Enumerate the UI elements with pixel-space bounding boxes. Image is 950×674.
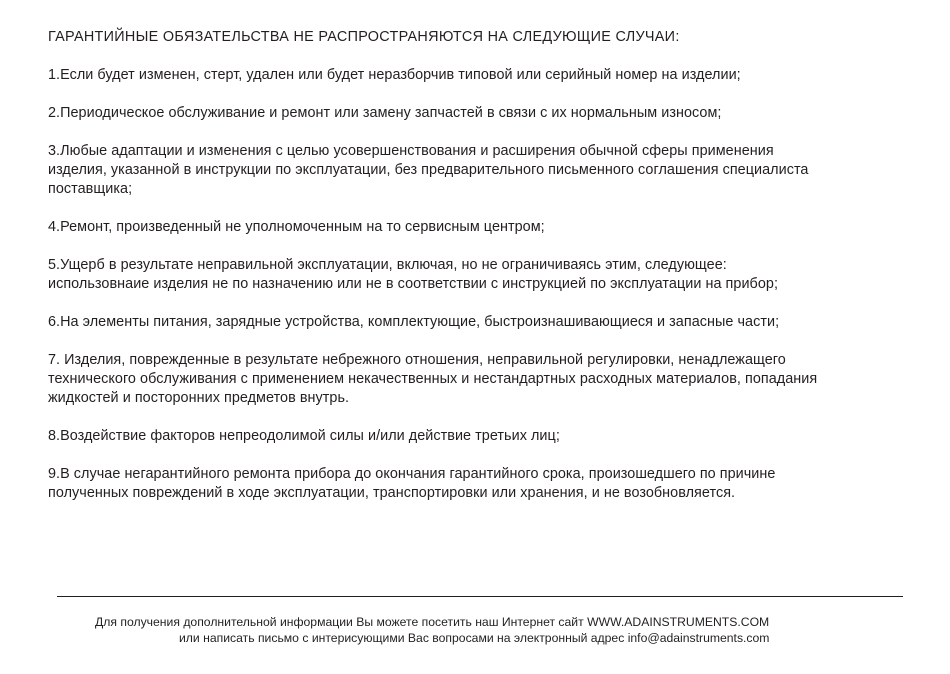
clause-line: 9.В случае негарантийного ремонта прибора до окончания гарантийного срока, произошедшего по причине — [48, 466, 776, 482]
clause-line: 7. Изделия, поврежденные в результате небрежного отношения, неправильной регулировки, ненадлежащего — [48, 352, 786, 368]
clause-line: 8.Воздействие факторов непреодолимой силы и/или действие третьих лиц; — [48, 428, 560, 444]
clause-line: технического обслуживания с применением некачественных и нестандартных расходных материалов, попадания — [48, 371, 818, 387]
footer-email-line: или написать письмо с интерисующими Вас вопросами на электронный адрес info@adainstruments.com — [179, 631, 770, 645]
clause-line: жидкостей и посторонних предметов внутрь. — [48, 390, 350, 406]
clause-2 — [48, 104, 928, 123]
clause-9 — [48, 465, 928, 503]
clause-6 — [48, 313, 928, 332]
clause-line: изделия, указанной в инструкции по эксплуатации, без предварительного письменного соглашения специалиста — [48, 162, 809, 178]
clause-1 — [48, 66, 928, 85]
footer-divider — [57, 596, 903, 597]
clause-line: полученных повреждений в ходе эксплуатации, транспортировки или хранения, и не возобновляется. — [48, 485, 736, 501]
clause-4 — [48, 218, 928, 237]
clause-line: 1.Если будет изменен, стерт, удален или будет неразборчив типовой или серийный номер на изделии; — [48, 67, 741, 83]
footer-website-line: Для получения дополнительной информации Вы можете посетить наш Интернет сайт WWW.ADAINSTRUMENTS.COM — [95, 615, 770, 629]
clause-line: 2.Периодическое обслуживание и ремонт или замену запчастей в связи с их нормальным износом; — [48, 105, 722, 121]
clause-7 — [48, 351, 928, 408]
clause-line: поставщика; — [48, 181, 133, 197]
clause-line: 4.Ремонт, произведенный не уполномоченным на то сервисным центром; — [48, 219, 545, 235]
clause-5 — [48, 256, 928, 294]
clause-line: использовнаие изделия не по назначению или не в соответствии с инструкцией по эксплуатации на прибор; — [48, 276, 778, 292]
clause-line: 6.На элементы питания, зарядные устройства, комплектующие, быстроизнашивающиеся и запасные части; — [48, 314, 780, 330]
clause-3 — [48, 142, 928, 199]
clause-line: 3.Любые адаптации и изменения с целью усовершенствования и расширения обычной сферы применения — [48, 143, 774, 159]
page-title: ГАРАНТИЙНЫЕ ОБЯЗАТЕЛЬСТВА НЕ РАСПРОСТРАНЯЮТСЯ НА СЛЕДУЮЩИЕ СЛУЧАИ: — [48, 29, 680, 45]
clause-line: 5.Ущерб в результате неправильной эксплуатации, включая, но не ограничиваясь этим, следующее: — [48, 257, 727, 273]
warranty-exclusions-content — [48, 28, 928, 522]
clause-8 — [48, 427, 928, 446]
